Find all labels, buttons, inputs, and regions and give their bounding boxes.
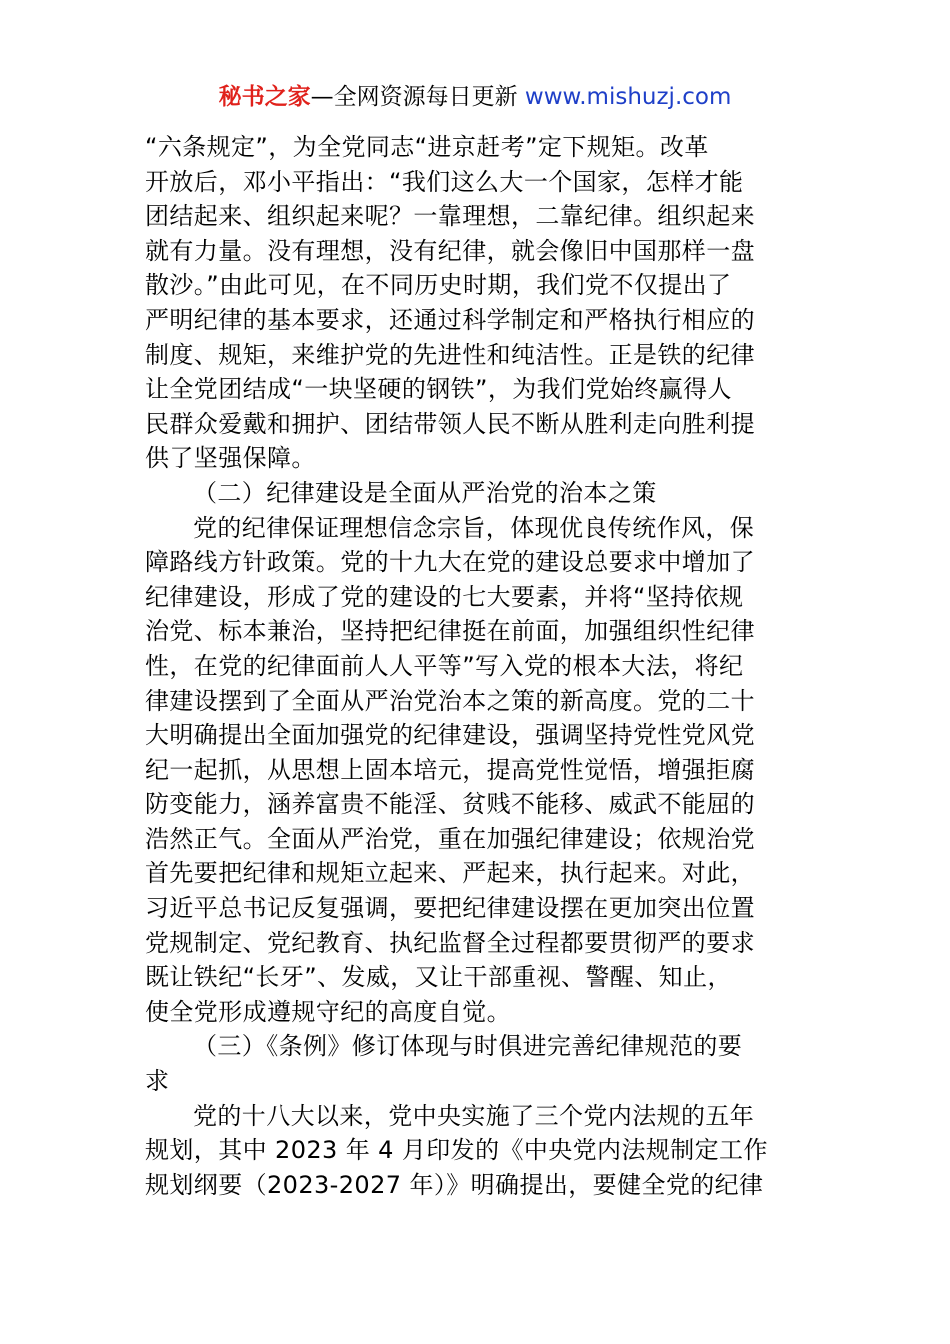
text-line: 习近平总书记反复强调，要把纪律建设摆在更加突出位置 [145, 894, 755, 923]
text-line: 民群众爱戴和拥护、团结带领人民不断从胜利走向胜利提 [145, 409, 755, 438]
text-line: 严明纪律的基本要求，还通过科学制定和严格执行相应的 [145, 305, 755, 334]
section-heading: （二）纪律建设是全面从严治党的治本之策 [193, 478, 657, 507]
text-line: 律建设摆到了全面从严治党治本之策的新高度。党的二十 [145, 686, 755, 715]
brand-name: 秘书之家 [218, 84, 311, 110]
text-line: 让全党团结成“一块坚硬的钢铁”，为我们党始终赢得人 [145, 375, 732, 404]
text-line: 大明确提出全面加强党的纪律建设，强调坚持党性党风党 [145, 721, 755, 750]
text-line: 供了坚强保障。 [145, 444, 316, 473]
site-header [0, 80, 950, 114]
section-heading: （三）《条例》修订体现与时俱进完善纪律规范的要 [193, 1032, 743, 1061]
text-line: 制度、规矩，来维护党的先进性和纯洁性。正是铁的纪律 [145, 340, 755, 369]
text-line: 治党、标本兼治，坚持把纪律挺在前面，加强组织性纪律 [145, 617, 755, 646]
text-line: 既让铁纪“长牙”、发威，又让干部重视、警醒、知止， [145, 963, 732, 992]
text-line: 使全党形成遵规守纪的高度自觉。 [145, 997, 511, 1026]
text-line: 纪律建设，形成了党的建设的七大要素，并将“坚持依规 [145, 582, 744, 611]
text-line: 首先要把纪律和规矩立起来、严起来，执行起来。对此， [145, 859, 755, 888]
text-line: 障路线方针政策。党的十九大在党的建设总要求中增加了 [145, 548, 755, 577]
text-line: 规划纲要（2023-2027 年）》明确提出，要健全党的纪律 [145, 1170, 764, 1199]
text-line: 规划，其中 2023 年 4 月印发的《中央党内法规制定工作 [145, 1136, 768, 1165]
text-line: 党规制定、党纪教育、执纪监督全过程都要贯彻严的要求 [145, 928, 755, 957]
document-body [145, 130, 809, 1202]
section-heading-continuation: 求 [145, 1067, 170, 1096]
text-line: 党的纪律保证理想信念宗旨，体现优良传统作风，保 [193, 513, 755, 542]
text-line: 纪一起抓，从思想上固本培元，提高党性觉悟，增强拒腐 [145, 755, 755, 784]
site-url-link[interactable]: www.mishuzj.com [524, 84, 732, 110]
text-line: 散沙。”由此可见，在不同历史时期，我们党不仅提出了 [145, 271, 732, 300]
text-line: 开放后，邓小平指出：“我们这么大一个国家，怎样才能 [145, 167, 744, 196]
text-line: 党的十八大以来，党中央实施了三个党内法规的五年 [193, 1101, 755, 1130]
text-line: 性，在党的纪律面前人人平等”写入党的根本大法，将纪 [145, 651, 744, 680]
text-line: 团结起来、组织起来呢？一靠理想，二靠纪律。组织起来 [145, 202, 755, 231]
header-tagline: —全网资源每日更新 [310, 84, 518, 110]
text-line: 就有力量。没有理想，没有纪律，就会像旧中国那样一盘 [145, 236, 755, 265]
text-line: “六条规定”，为全党同志“进京赶考”定下规矩。改革 [145, 133, 709, 161]
text-line: 防变能力，涵养富贵不能淫、贫贱不能移、威武不能屈的 [145, 790, 755, 819]
text-line: 浩然正气。全面从严治党，重在加强纪律建设；依规治党 [145, 824, 755, 853]
